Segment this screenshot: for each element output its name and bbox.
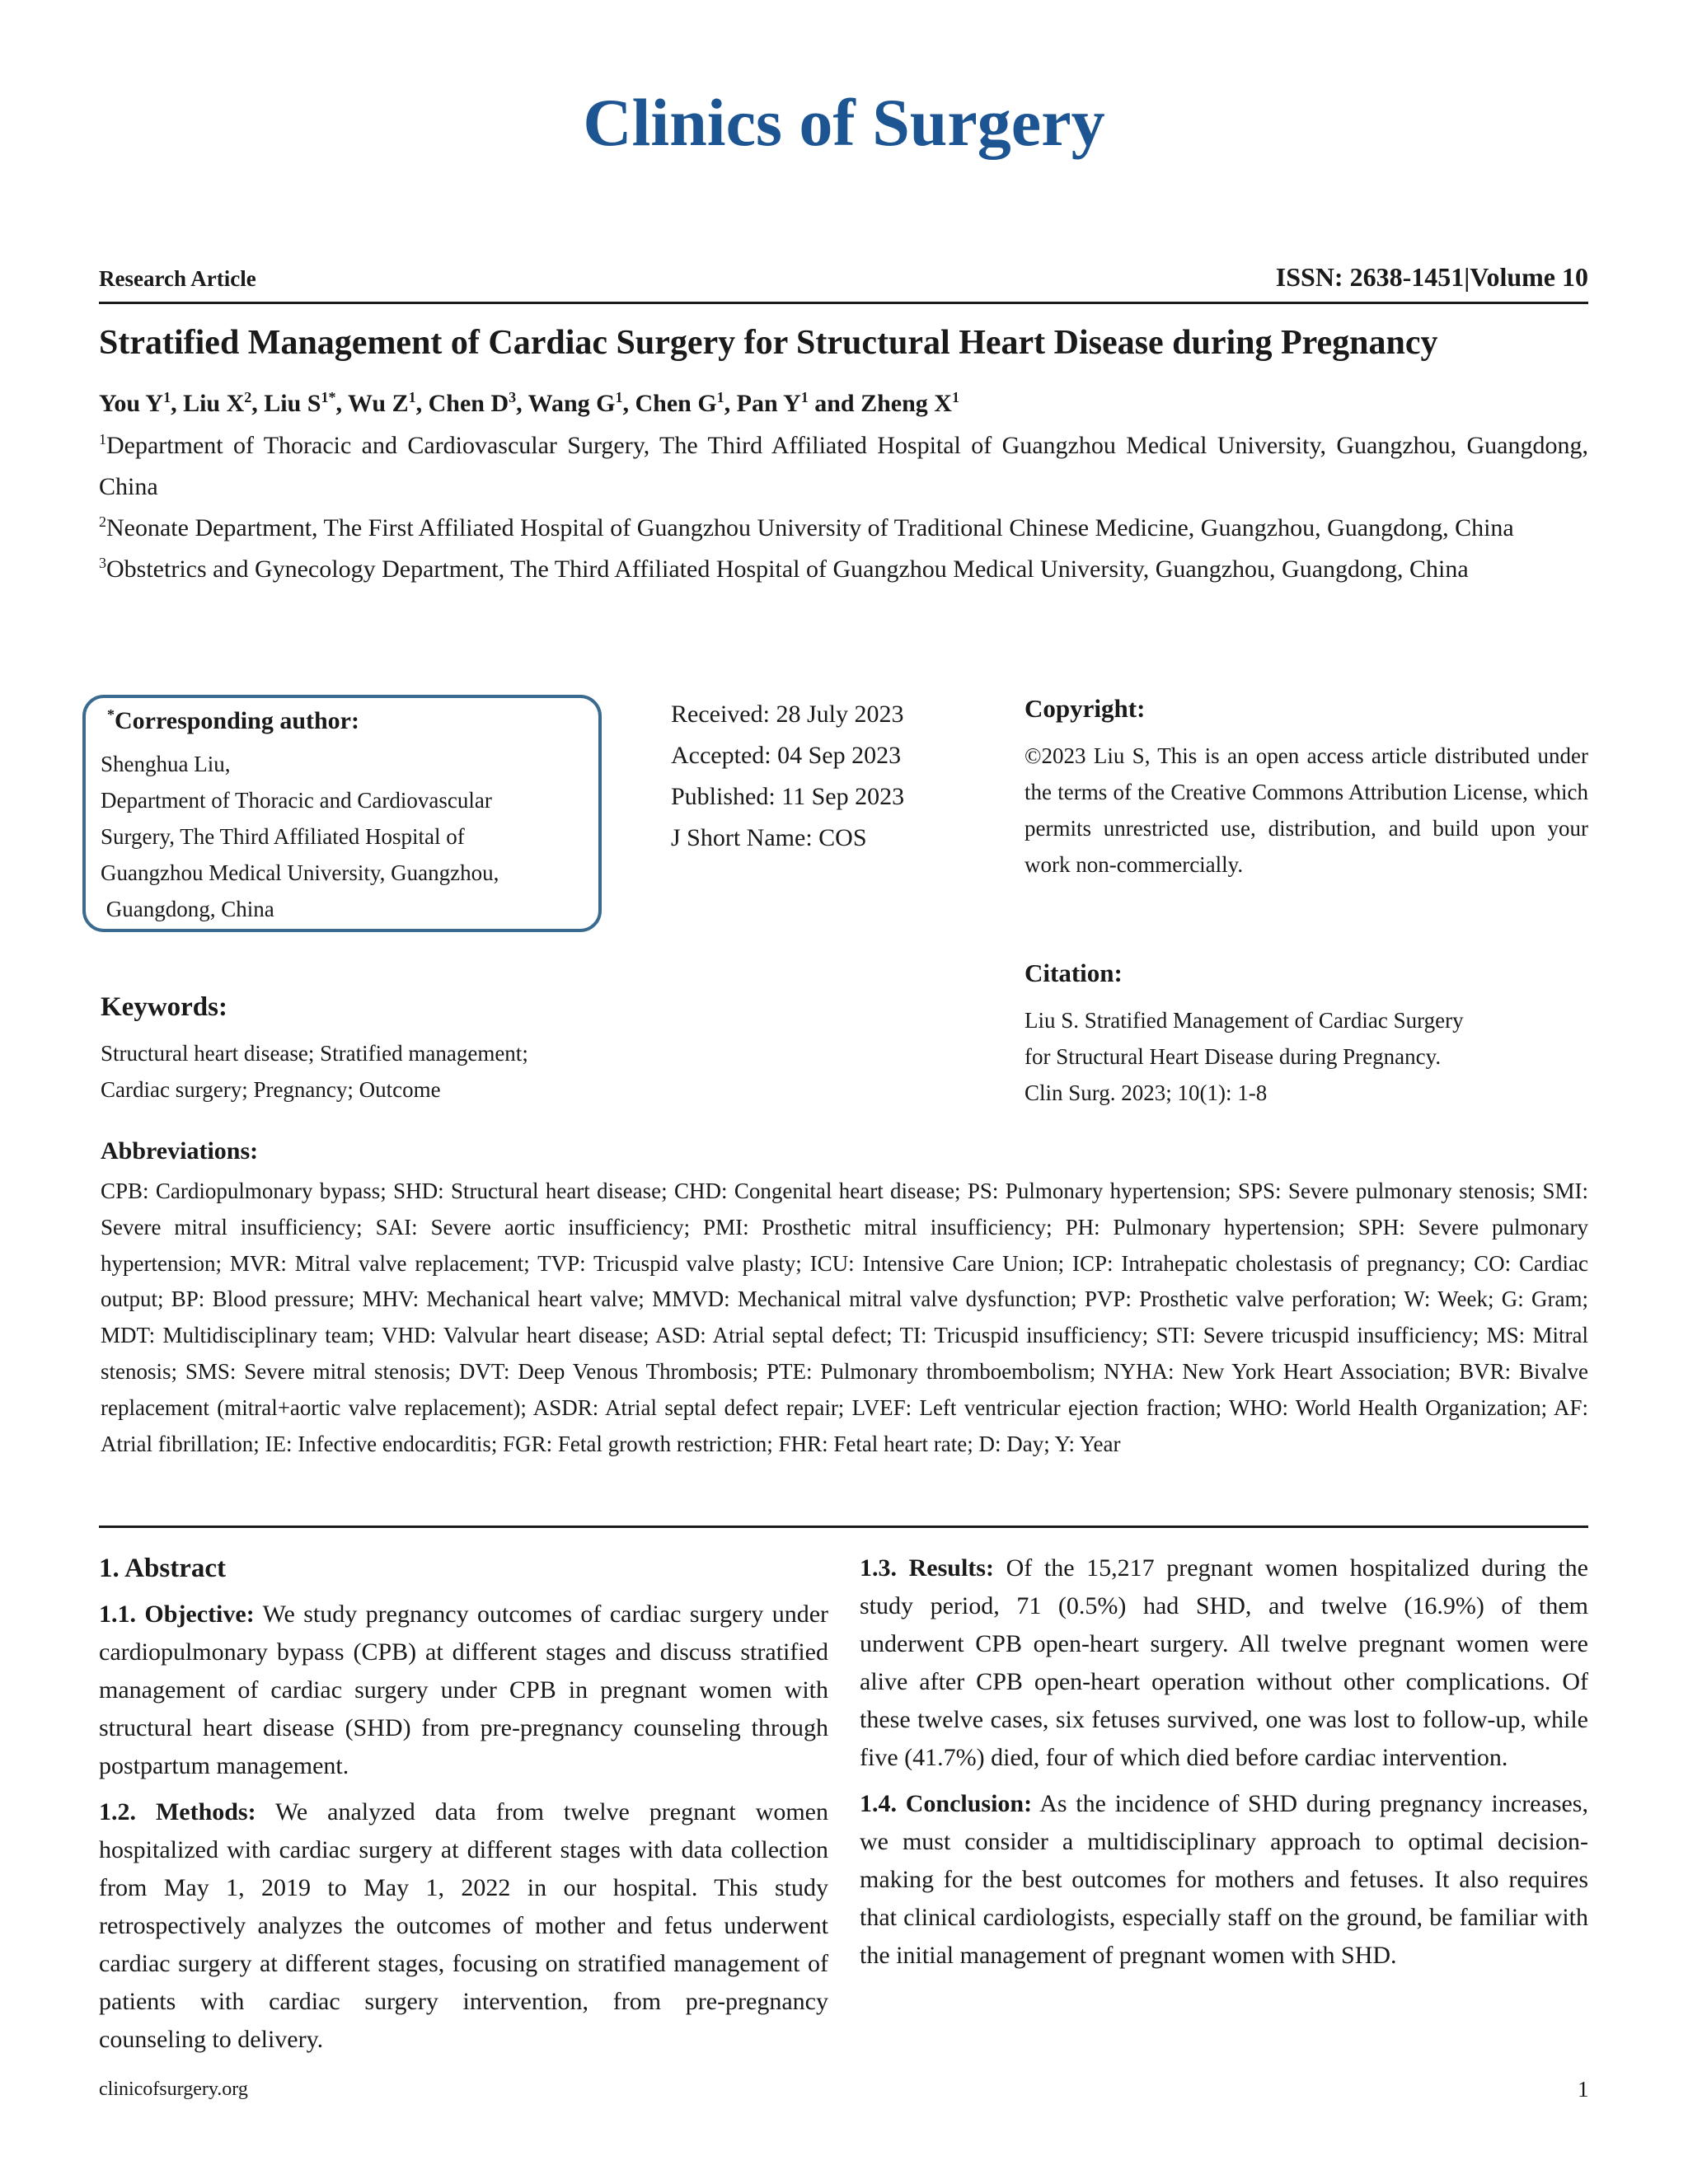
methods-paragraph: 1.2. Methods: We analyzed data from twelve pregnant women hospitalized with cardiac surgery at different stages with data collection from May 1, 2019 to May 1, 2022 in our hospital. This study retrospectively analyzes the outcomes of mother and fetus underwent cardiac surgery at different stages, focusing on stratified management of patients with cardiac surgery intervention, from pre-pregnancy counseling to delivery. [99,1798,829,2053]
author-list [99,387,1588,419]
citation-heading: Citation: [1025,958,1123,987]
section-divider [99,1526,1588,1528]
footer-website: clinicofsurgery.org [99,2079,248,2100]
abbreviations-heading: Abbreviations: [101,1137,259,1165]
conclusion-paragraph: 1.4. Conclusion: As the incidence of SHD during pregnancy increases, we must consider a multidisciplinary approach to optimal decision-making for the best outcomes for mothers and fetuses. It also requires that clinical cardiologists, especially staff on the ground, be familiar with the initial management of pregnant women with SHD. [860,1790,1588,1969]
author: Wang $G^1$, [528,389,635,417]
abstract-heading: 1. Abstract [99,1554,226,1583]
author: Wu $Z^1$, [347,389,429,417]
abstract-left-column [99,1549,828,2067]
journal-short-name: J Short Name: COS [671,824,867,851]
corresponding-author-details: Shenghua Liu, Department of Thoracic and Cardiovascular Surgery, The Third Affiliated Hospital of Guangzhou Medical University, Guangzhou, Guangdong, China [101,752,499,921]
affiliation: $^2$Neonate Department, The First Affiliated Hospital of Guangzhou University of Traditional Chinese Medicine, Guangzhou, Guangdong, China [99,513,1514,541]
affiliation: $^3$Obstetrics and Gynecology Department, The Third Affiliated Hospital of Guangzhou Medical University, Guangzhou, Guangdong, China [99,555,1469,583]
affiliations [99,425,1588,590]
accepted-date: Accepted: 04 Sep 2023 [671,742,902,769]
affiliation: $^1$Department of Thoracic and Cardiovascular Surgery, The Third Affiliated Hospital of Guangzhou Medical University, Guangzhou, Guangdong, China [99,431,1588,500]
header-divider [99,302,1588,304]
results-paragraph: 1.3. Results: Of the 15,217 pregnant women hospitalized during the study period, 71 (0.5%) had SHD, and twelve (16.9%) of them underwent CPB open-heart surgery. All twelve pregnant women were alive after CPB open-heart operation without other complications. Of these twelve cases, six fetuses survived, one was lost to follow-up, while five (41.7%) died, four of which died before cardiac intervention. [860,1554,1588,1771]
author: Pan $Y^1$ and [736,389,861,417]
copyright-text: ©2023 Liu S, This is an open access article distributed under the terms of the Creative Commons Attribution License, which permits unrestricted use, distribution, and build upon your work non-commercially. [1025,743,1588,877]
article-header-row [99,262,1588,293]
author: Chen $D^3$, [428,389,528,417]
article-title: Stratified Management of Cardiac Surgery for Structural Heart Disease during Pregnancy [99,324,1438,362]
author: Chen $G^1$, [635,389,737,417]
corresponding-author-heading: *Corresponding author: [107,706,359,734]
received-date: Received: 28 July 2023 [671,701,904,728]
keywords-text: Structural heart disease; Stratified management; Cardiac surgery; Pregnancy; Outcome [101,1041,528,1102]
page-number: 1 [1578,2077,1589,2102]
keywords-heading: Keywords: [101,992,227,1022]
abstract-right-column [860,1549,1588,1983]
author: You $Y^1$, [99,389,184,417]
author: Zheng $X^1$ [860,389,959,417]
objective-paragraph: 1.1. Objective: We study pregnancy outcomes of cardiac surgery under cardiopulmonary bypass (CPB) at different stages and discuss stratified management of cardiac surgery under CPB in pregnant women with structural heart disease (SHD) from pre-pregnancy counseling through postpartum management. [99,1601,828,1779]
published-date: Published: 11 Sep 2023 [671,783,905,810]
author: Liu $S^{1*}$, [264,389,348,417]
journal-title: Clinics of Surgery [583,85,1105,160]
issn-volume: ISSN: 2638-1451|Volume 10 [1275,262,1588,292]
abbreviations-text: CPB: Cardiopulmonary bypass; SHD: Structural heart disease; CHD: Congenital heart disease; PS: Pulmonary hypertension; SPS: Severe pulmonary stenosis; SMI: Severe mitral insufficiency; SAI: Severe aortic insufficiency; PMI: Prosthetic mitral insufficiency; PH: Pulmonary hypertension; SPH: Severe pulmonary hypertension; MVR: Mitral valve replacement; TVP: Tricuspid valve plasty; ICU: Intensive Care Union; ICP: Intrahepatic cholestasis of pregnancy; CO: Cardiac output; BP: Blood pressure; MHV: Mechanical heart valve; MMVD: Mechanical mitral valve dysfunction; PVP: Prosthetic valve perforation; W: Week; G: Gram; MDT: Multidisciplinary team; VHD: Valvular heart disease; ASD: Atrial septal defect; TI: Tricuspid insufficiency; STI: Severe tricuspid insufficiency; MS: Mitral stenosis; SMS: Severe mitral stenosis; DVT: Deep Venous Thrombosis; PTE: Pulmonary thromboembolism; NYHA: New York Heart Association; BVR: Bivalve replacement (mitral+aortic valve replacement); ASDR: Atrial septal defect repair; LVEF: Left ventricular ejection fraction; WHO: World Health Organization; AF: Atrial fibrillation; IE: Infective endocarditis; FGR: Fetal growth restriction; FHR: Fetal heart rate; D: Day; Y: Year [101,1179,1588,1456]
copyright-heading: Copyright: [1025,694,1146,723]
citation-text: Liu S. Stratified Management of Cardiac Surgery for Structural Heart Disease during Pregnancy. Clin Surg. 2023; 10(1): 1-8 [1025,1008,1464,1105]
author: Liu $X^2$, [183,389,265,417]
article-type: Research Article [99,266,256,291]
publication-dates [671,694,904,859]
